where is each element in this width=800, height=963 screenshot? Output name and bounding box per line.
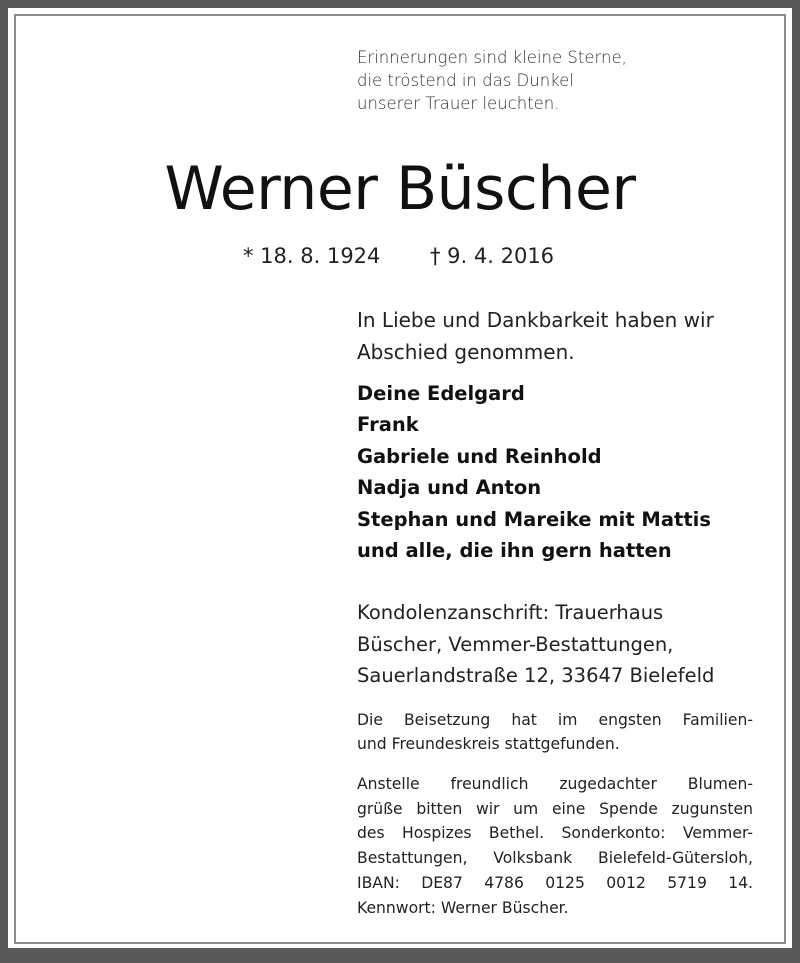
- donation-line: grüße bitten wir um eine Spende zugunsten: [357, 799, 753, 818]
- motto-quote: [357, 46, 627, 115]
- donation-line: Kennwort: Werner Büscher.: [357, 898, 569, 917]
- address-line: Kondolenzanschrift: Trauerhaus: [357, 601, 664, 624]
- motto-line: die tröstend in das Dunkel: [357, 71, 574, 90]
- birth-date: * 18. 8. 1924: [243, 244, 381, 268]
- donation-line: IBAN: DE87 4786 0125 0012 5719 14.: [357, 873, 753, 892]
- obituary-notice: [8, 8, 792, 948]
- mourner: Nadja und Anton: [357, 476, 542, 500]
- donation-note: [357, 772, 753, 920]
- donation-line: Anstelle freundlich zugedachter Blumen-: [357, 775, 753, 793]
- motto-line: Erinnerungen sind kleine Sterne,: [357, 48, 627, 67]
- burial-note: [357, 709, 753, 756]
- mourner: Gabriele und Reinhold: [357, 444, 602, 468]
- death-date: † 9. 4. 2016: [430, 244, 555, 268]
- mourner: Deine Edelgard: [357, 382, 525, 405]
- farewell-line: In Liebe und Dankbarkeit haben wir: [357, 308, 714, 332]
- mourners-list: [357, 378, 711, 566]
- donation-line: Bestattungen, Volksbank Bielefeld-Gütersloh,: [357, 849, 753, 868]
- address-line: Büscher, Vemmer-Bestattungen,: [357, 632, 674, 656]
- address-line: Sauerlandstraße 12, 33647 Bielefeld: [357, 664, 715, 687]
- farewell-text: [357, 304, 714, 368]
- burial-line: Die Beisetzung hat im engsten Familien-: [357, 711, 753, 729]
- mourner: und alle, die ihn gern hatten: [357, 539, 672, 563]
- motto-line: unserer Trauer leuchten.: [357, 94, 560, 113]
- mourner: Stephan und Mareike mit Mattis: [357, 507, 711, 531]
- mourner: Frank: [357, 413, 419, 437]
- farewell-line: Abschied genommen.: [357, 340, 575, 364]
- burial-line: und Freundeskreis stattgefunden.: [357, 734, 620, 753]
- donation-line: des Hospizes Bethel. Sonderkonto: Vemmer-: [357, 824, 753, 843]
- deceased-name: Werner Büscher: [164, 154, 636, 224]
- condolence-address: [357, 597, 714, 692]
